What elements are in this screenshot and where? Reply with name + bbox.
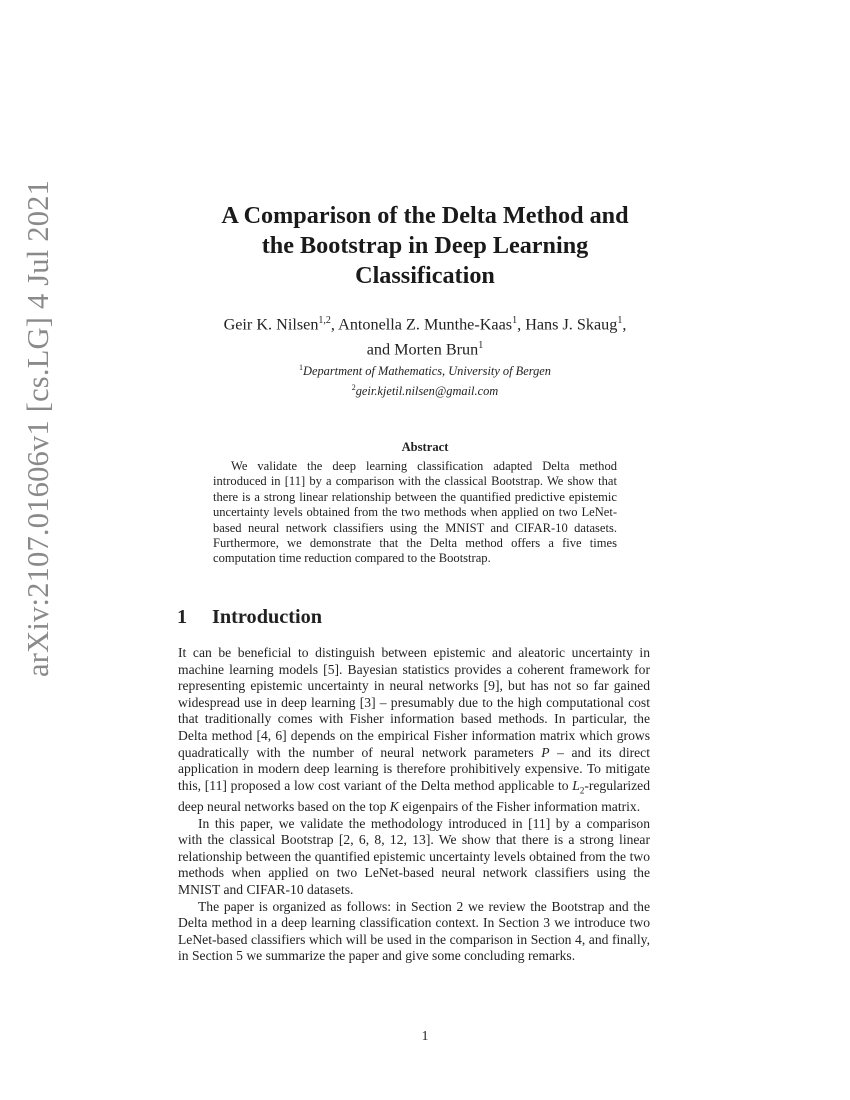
section-heading: [177, 606, 322, 629]
paragraph-text: – and its direct application in modern deep learning is therefore prohibitively expensive. To mitigate this, [11] proposed a low cost variant of the Delta method applicable to: [178, 744, 650, 793]
paper-title: [150, 201, 700, 291]
affiliation-item: [150, 360, 700, 380]
author-affiliation-mark: 1: [478, 340, 484, 352]
affiliation-mark: 2: [351, 382, 356, 392]
math-subscript: 2: [579, 785, 585, 796]
separator: ,: [330, 315, 339, 334]
author-name: Hans J. Skaug: [525, 315, 618, 334]
author-affiliation-mark: 1: [512, 315, 518, 326]
separator: ,: [517, 315, 526, 334]
paragraph: [178, 645, 650, 816]
affiliation-text: Department of Mathematics, University of Bergen: [303, 364, 551, 379]
affiliation-mark: 1: [299, 363, 303, 372]
section-number: 1: [177, 606, 188, 628]
title-line: Classification: [355, 262, 495, 289]
author-name: and Morten Brun: [366, 340, 479, 359]
page-number: 1: [421, 1028, 429, 1043]
paragraph-text: -regularized deep neural networks based on the top: [178, 777, 650, 815]
paragraph-text: eigenpairs of the Fisher information matrix.: [398, 799, 641, 815]
author-affiliation-mark: 1,2: [318, 315, 331, 326]
arxiv-identifier-stamp: arXiv:2107.01606v1 [cs.LG] 4 Jul 2021: [21, 179, 55, 677]
paragraph: In this paper, we validate the methodology introduced in [11] by a comparison with the classical Bootstrap [2, 6, 8, 12, 13]. We show that there is a strong linear relationship between the quantified epistemic uncertainty levels obtained from the two methods when applied on two LeNet-based neural network classifiers using the MNIST and CIFAR-10 datasets.: [178, 815, 650, 898]
title-line: A Comparison of the Delta Method and: [221, 202, 629, 229]
math-variable: L: [572, 777, 580, 793]
math-variable: P: [541, 744, 550, 760]
math-variable: K: [389, 799, 399, 815]
author-email: geir.kjetil.nilsen@gmail.com: [355, 383, 499, 398]
abstract-heading: Abstract: [401, 440, 449, 454]
author-name: Antonella Z. Munthe-Kaas: [338, 315, 513, 334]
author-affiliation-mark: 1: [617, 315, 623, 326]
abstract-text: We validate the deep learning classification adapted Delta method introduced in [11] by a comparison with the classical Bootstrap. We show that there is a strong linear relationship between the quantified predictive epistemic uncertainty levels obtained from the two methods when applied on two LeNet-based neural network classifiers using the MNIST and CIFAR-10 datasets. Furthermore, we demonstrate that the Delta method offers a five times computation time reduction compared to the Bootstrap.: [213, 459, 617, 566]
affiliations: [150, 360, 700, 399]
paragraph-text: It can be beneficial to distinguish between epistemic and aleatoric uncertainty in machine learning models [5]. Bayesian statistics provides a coherent framework for representing epistemic uncertainty in neural networks [9], but has not so far gained widespread use in deep learning [3] – presumably due to the high computational cost that traditionally comes with Fisher information based methods. In particular, the Delta method [4, 6] depends on the empirical Fisher information matrix which grows quadratically with the number of neural network parameters: [178, 645, 650, 760]
separator: ,: [622, 315, 627, 334]
title-line: the Bootstrap in Deep Learning: [261, 232, 589, 259]
paragraph: The paper is organized as follows: in Section 2 we review the Bootstrap and the Delta method in a deep learning classification context. In Section 3 we introduce two LeNet-based classifiers which will be used in the comparison in Section 4, and finally, in Section 5 we summarize the paper and give some concluding remarks.: [178, 898, 650, 964]
section-body: [178, 645, 650, 965]
author-name: Geir K. Nilsen: [223, 315, 319, 334]
section-title: Introduction: [212, 606, 323, 628]
affiliation-item: [150, 380, 700, 400]
author-list: [150, 310, 700, 361]
